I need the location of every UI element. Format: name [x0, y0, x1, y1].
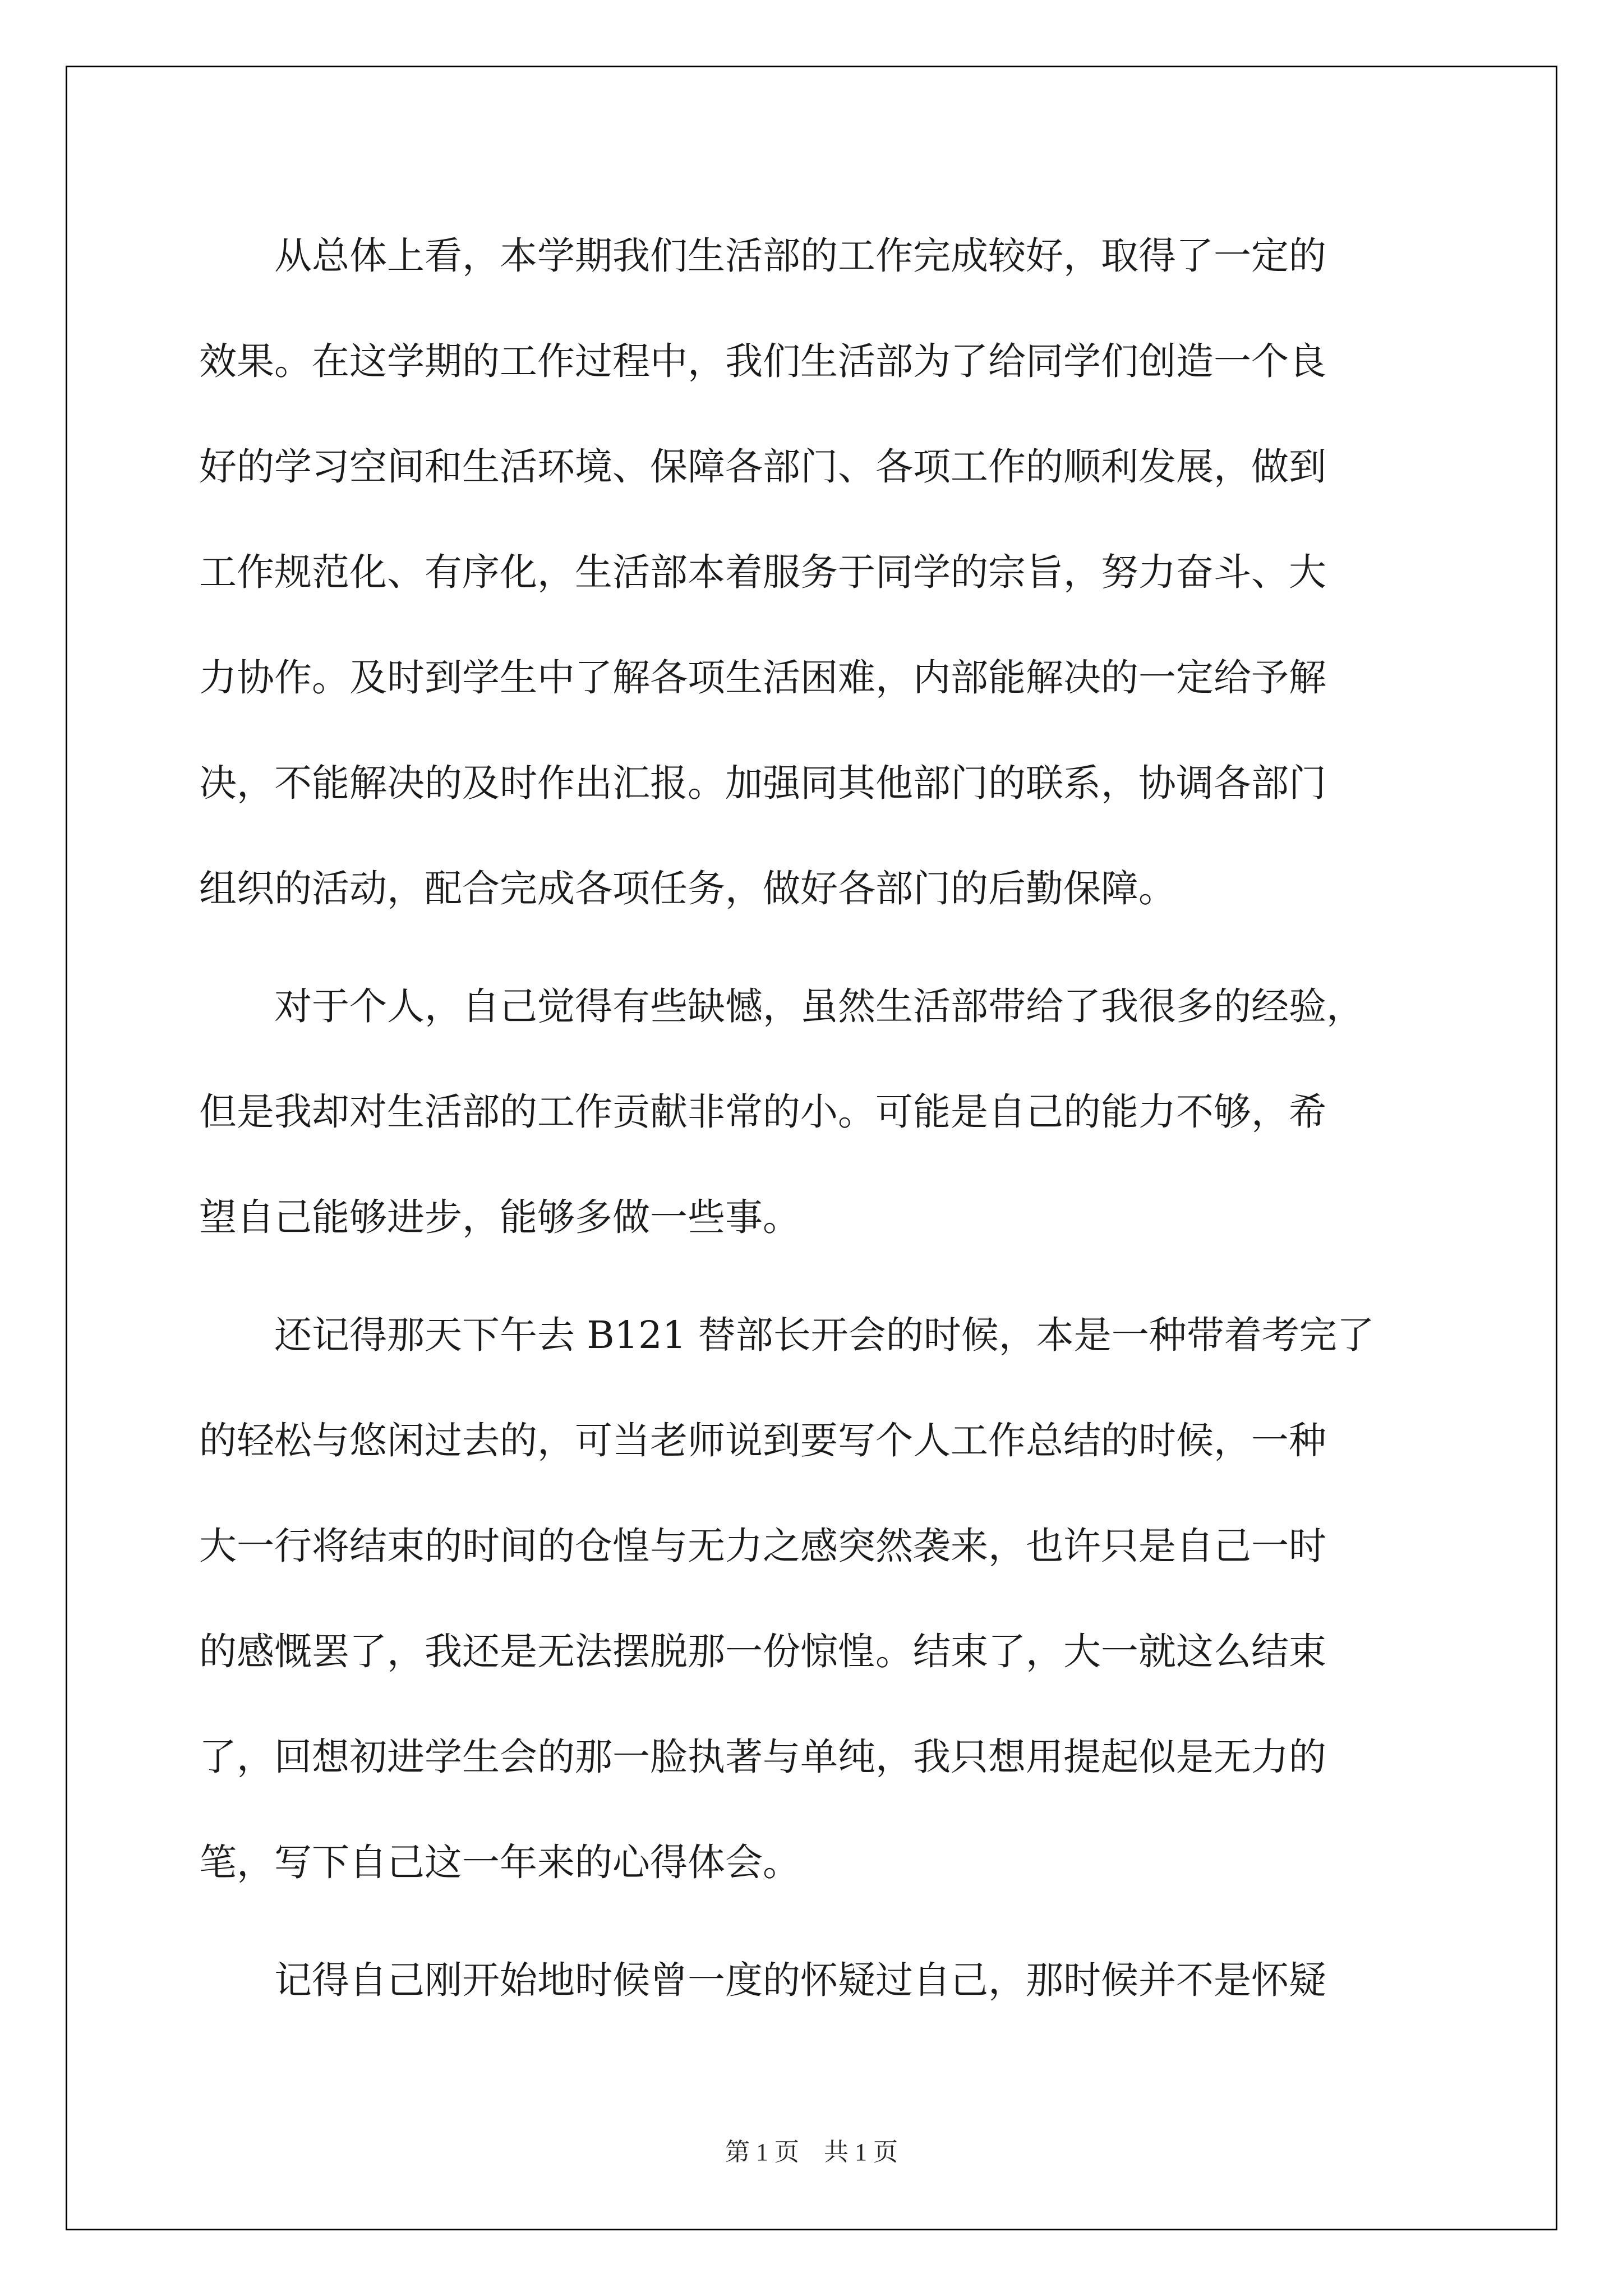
paragraph-3: [199, 1282, 1444, 1915]
paragraph-1: [199, 203, 1444, 941]
text-line: 笔，写下自己这一年来的心得体会。: [199, 1841, 800, 1884]
document-body: [199, 203, 1444, 2033]
page-number-footer: 第 1 页 共 1 页: [725, 2138, 898, 2166]
paragraph-4: [199, 1927, 1444, 2033]
text-line: 组织的活动，配合完成各项任务，做好各部门的后勤保障。: [199, 867, 1176, 910]
text-line: 大一行将结束的时间的仓惶与无力之感突然袭来，也许只是自己一时: [199, 1524, 1326, 1568]
paragraph-2: [199, 954, 1444, 1270]
text-line: 了，回想初进学生会的那一脸执著与单纯，我只想用提起似是无力的: [199, 1735, 1326, 1779]
paragraph-gap: [199, 1270, 1444, 1282]
text-line: 决，不能解决的及时作出汇报。加强同其他部门的联系，协调各部门: [199, 761, 1326, 805]
text-line: 的感慨罢了，我还是无法摆脱那一份惊惶。结束了，大一就这么结束: [199, 1630, 1326, 1673]
text-line: 力协作。及时到学生中了解各项生活困难，内部能解决的一定给予解: [199, 656, 1326, 700]
text-line: 还记得那天下午去 B121 替部长开会的时候，本是一种带着考完了: [199, 1313, 1375, 1357]
paragraph-gap: [199, 941, 1444, 954]
text-line: 望自己能够进步，能够多做一些事。: [199, 1195, 800, 1239]
text-line: 效果。在这学期的工作过程中，我们生活部为了给同学们创造一个良: [199, 339, 1326, 383]
paragraph-gap: [199, 1915, 1444, 1927]
text-line: 的轻松与悠闲过去的，可当老师说到要写个人工作总结的时候，一种: [199, 1419, 1326, 1462]
text-line: 对于个人，自己觉得有些缺憾，虽然生活部带给了我很多的经验，: [199, 984, 1364, 1028]
text-line: 工作规范化、有序化，生活部本着服务于同学的宗旨，努力奋斗、大: [199, 550, 1326, 594]
text-line: 但是我却对生活部的工作贡献非常的小。可能是自己的能力不够，希: [199, 1090, 1326, 1134]
text-line: 记得自己刚开始地时候曾一度的怀疑过自己，那时候并不是怀疑: [199, 1958, 1326, 2002]
text-line: 从总体上看，本学期我们生活部的工作完成较好，取得了一定的: [199, 234, 1326, 278]
text-line: 好的学习空间和生活环境、保障各部门、各项工作的顺利发展，做到: [199, 445, 1326, 489]
